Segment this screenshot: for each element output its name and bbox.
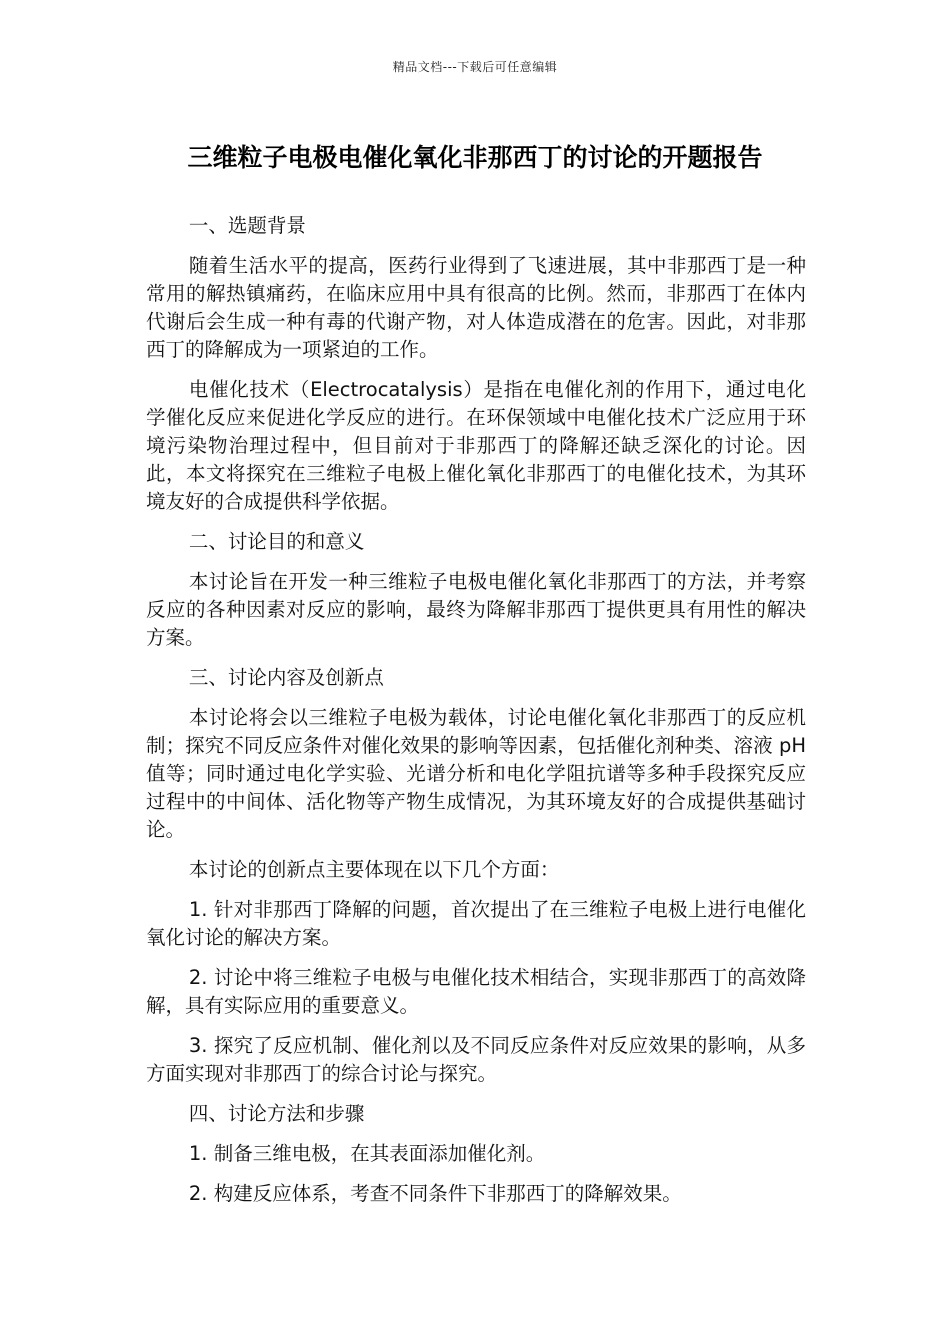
list-item-innovation-3: 3. 探究了反应机制、催化剂以及不同反应条件对反应效果的影响，从多方面实现对非那西丁的综合讨论与探究。 <box>146 1034 806 1085</box>
list-item-method-2: 2. 构建反应体系，考查不同条件下非那西丁的降解效果。 <box>188 1182 682 1205</box>
paragraph-innovation-intro: 本讨论的创新点主要体现在以下几个方面： <box>188 858 560 881</box>
list-item-innovation-2: 2. 讨论中将三维粒子电极与电催化技术相结合，实现非那西丁的高效降解，具有实际应用的重要意义。 <box>146 966 806 1017</box>
paragraph-content: 本讨论将会以三维粒子电极为载体，讨论电催化氧化非那西丁的反应机制；探究不同反应条件对催化效果的影响等因素，包括催化剂种类、溶液 pH 值等；同时通过电化学实验、光谱分析和电化学阻抗谱等多种手段探究反应过程中的中间体、活化物等产物生成情况，为其环境友好的合成提供基础讨论。 <box>146 706 806 841</box>
paragraph-background-2: 电催化技术（Electrocatalysis）是指在电催化剂的作用下，通过电化学催化反应来促进化学反应的进行。在环保领域中电催化技术广泛应用于环境污染物治理过程中，但目前对于非那西丁的降解还缺乏深化的讨论。因此，本文将探究在三维粒子电极上催化氧化非那西丁的电催化技术，为其环境友好的合成提供科学依据。 <box>146 378 806 513</box>
page-header-watermark: 精品文档---下载后可任意编辑 <box>392 60 558 74</box>
paragraph-purpose: 本讨论旨在开发一种三维粒子电极电催化氧化非那西丁的方法，并考察反应的各种因素对反应的影响，最终为降解非那西丁提供更具有用性的解决方案。 <box>146 570 806 649</box>
section-heading-background: 一、选题背景 <box>188 214 306 237</box>
list-item-method-1: 1. 制备三维电极，在其表面添加催化剂。 <box>188 1142 546 1165</box>
paragraph-background-1: 随着生活水平的提高，医药行业得到了飞速进展，其中非那西丁是一种常用的解热镇痛药，在临床应用中具有很高的比例。然而，非那西丁在体内代谢后会生成一种有毒的代谢产物，对人体造成潜在的危害。因此，对非那西丁的降解成为一项紧迫的工作。 <box>146 254 806 361</box>
document-body <box>146 212 806 1220</box>
section-heading-methods: 四、讨论方法和步骤 <box>188 1102 365 1125</box>
section-heading-content: 三、讨论内容及创新点 <box>188 666 384 689</box>
list-item-innovation-1: 1. 针对非那西丁降解的问题，首次提出了在三维粒子电极上进行电催化氧化讨论的解决方案。 <box>146 898 806 949</box>
section-heading-purpose: 二、讨论目的和意义 <box>188 530 365 553</box>
document-title: 三维粒子电极电催化氧化非那西丁的讨论的开题报告 <box>187 143 763 172</box>
